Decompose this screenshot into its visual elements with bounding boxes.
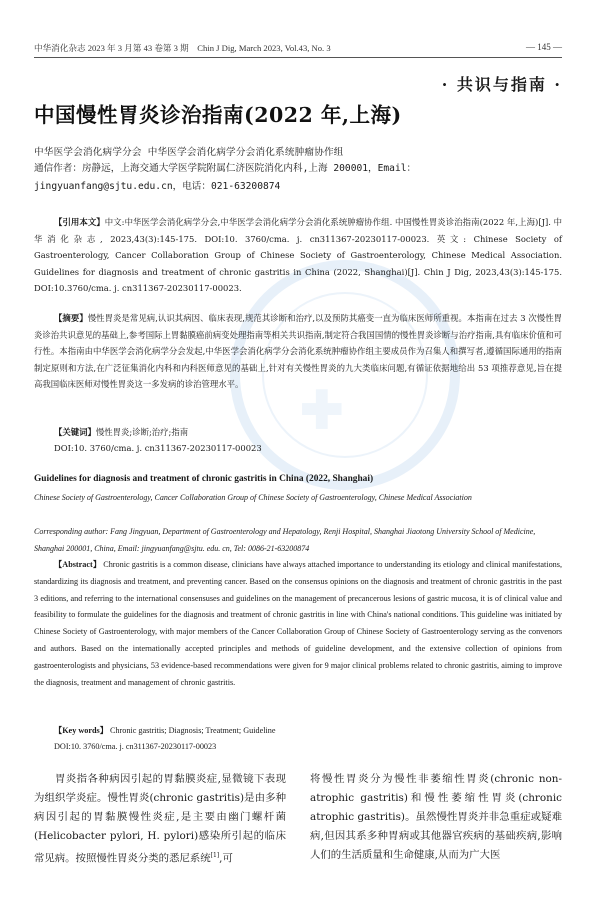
keywords-en: [34, 723, 562, 740]
citation-text: 中文:中华医学会消化病学分会,中华医学会消化病学分会消化系统肿瘤协作组. 中国慢性胃炎诊治指南(2022 年,上海)[J]. 中华消化杂志, 2023,43(3):145-175. DOI:10. 3760/cma. j. cn311367-20230117-00023. 英文: Chinese Society of Gastroenterology, Cancer Collaboration Group of Chinese Society of Gastroenterology, Chinese Medical Association. Guidelines for diagnosis and treatment of chronic gastritis in China (2022, Shanghai)[J]. Chin J Dig, 2023,43(3):145-175. DOI:10.3760/cma. j. cn311367-20230117-00023.: [34, 217, 562, 294]
keywords-cn: [34, 424, 562, 441]
body-left-tail: ,可: [219, 852, 233, 865]
watermark-mark: ✚: [300, 380, 344, 441]
keywords-en-text: Chronic gastritis; Diagnosis; Treatment; Guideline: [109, 726, 276, 735]
abstract-en-text: Chronic gastritis is a common disease, clinicians have always attached importance to understanding its etiology and clinical manifestations, standardizing its diagnosis and treatment, and preventing cancer. Based on the consensus opinions on the diagnosis and treatment of chronic gastritis in the past 3 editions, and referring to the international consensuses and guidelines on the management of precancerous lesions of gastric mucosa, it is of clinical value and feasibility to formulate the guidelines for the diagnosis and treatment of chronic gastritis in line with China's national conditions. This guideline was initiated by Chinese Society of Gastroenterology, with major members of the Cancer Collaboration Group of Chinese Society of Gastroenterology serving as the convenors and authors. Based on the internationally accepted principles and methods of guideline development, and the extensive collection of opinions from gastroenterologists and physicians, 53 evidence-based recommendations were given for 9 major clinical problems related to chronic gastritis, aiming to improve the diagnosis, treatment and management of chronic gastritis.: [34, 560, 562, 687]
english-authors: Chinese Society of Gastroenterology, Cancer Collaboration Group of Chinese Society of Gastroenterology, Chinese Medical Association: [34, 493, 472, 502]
english-title: Guidelines for diagnosis and treatment of chronic gastritis in China (2022, Shanghai): [34, 474, 374, 484]
doi-en: DOI:10. 3760/cma. j. cn311367-20230117-00023: [54, 742, 217, 751]
abstract-cn-label: 【摘要】: [54, 313, 88, 323]
keywords-cn-text: 慢性胃炎;诊断;治疗;指南: [95, 427, 189, 437]
doi-cn: DOI:10. 3760/cma. j. cn311367-20230117-00023: [54, 443, 262, 453]
column-tag: · 共识与指南 ·: [441, 75, 562, 94]
body-right-text: 将慢性胃炎分为慢性非萎缩性胃炎(chronic non-atrophic gastritis)和慢性萎缩性胃炎(chronic atrophic gastritis)。虽然慢性胃炎并非急重症或疑难病,但因其系多种胃病或其他器官疾病的基础疾病,影响人们的生活质量和生命健康,从而为广大医: [310, 773, 562, 861]
body-column-left: [34, 770, 286, 868]
page-number: — 145 —: [526, 42, 562, 52]
journal-line: 中华消化杂志 2023 年 3 月第 43 卷第 3 期 Chin J Dig, March 2023, Vol.43, No. 3: [34, 43, 331, 53]
body-column-right: [310, 770, 562, 865]
body-left-text: 胃炎指各种病因引起的胃黏膜炎症,显微镜下表现为组织学炎症。慢性胃炎(chronic gastritis)是由多种病因引起的胃黏膜慢性炎症,是主要由幽门螺杆菌(Helicobacter pylori, H. pylori)感染所引起的临床常见病。按照慢性胃炎分类的悉尼系统: [34, 773, 286, 865]
abstract-en-label: 【Abstract】: [54, 560, 102, 569]
keywords-cn-label: 【关键词】: [54, 427, 96, 437]
citation-block: [34, 214, 562, 297]
keywords-en-label: 【Key words】: [54, 726, 108, 735]
correspondence: 通信作者：房静远，上海交通大学医学院附属仁济医院消化内科,上海 200001，Email：jingyuanfang@sjtu.edu.cn，电话：021-63200874: [34, 163, 417, 192]
article-title: 中国慢性胃炎诊治指南(2022 年,上海): [34, 103, 402, 127]
citation-label: 【引用本文】: [54, 217, 105, 227]
abstract-cn: [34, 310, 562, 393]
abstract-cn-text: 慢性胃炎是常见病,认识其病因、临床表现,规范其诊断和治疗,以及预防其癌变一直为临床医师所重视。本指南在过去 3 次慢性胃炎诊治共识意见的基础上,参考国际上胃黏膜癌前病变处理指南等相关共识指南,制定符合我国国情的慢性胃炎诊断与治疗指南,具有临床价值和可行性。本指南由中华医学会消化病学分会发起,中华医学会消化病学分会消化系统肿瘤协作组主要成员作为召集人和撰写者,遵循国际通用的指南制定原则和方法,在广泛征集消化内科和内科医师意见的基础上,针对有关慢性胃炎的九大类临床问题,有循证依据地给出 53 项推荐意见,旨在提高我国临床医师对慢性胃炎这一多发病的诊治管理水平。: [34, 313, 562, 390]
running-header: [34, 42, 562, 54]
english-correspondence: Corresponding author: Fang Jingyuan, Department of Gastroenterology and Hepatology, Renji Hospital, Shanghai Jiaotong University School of Medicine, Shanghai 200001, China, Email: jingyuanfang@sjtu. edu. cn, Tel: 0086-21-63200874: [34, 527, 536, 553]
abstract-en: [34, 557, 562, 691]
body-left-ref: [1]: [210, 852, 220, 859]
authors: 中华医学会消化病学分会 中华医学会消化病学分会消化系统肿瘤协作组: [34, 147, 344, 158]
header-rule: [34, 57, 562, 58]
